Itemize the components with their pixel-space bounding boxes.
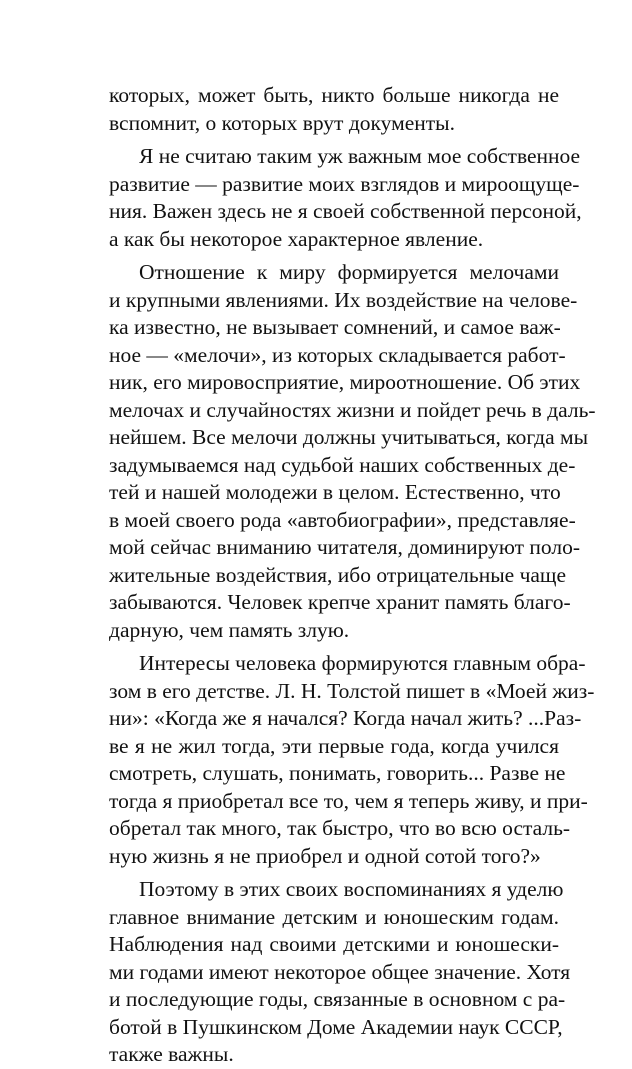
text-line: Я не считаю таким уж важным мое собственное [139, 144, 581, 168]
paragraph-4 [109, 650, 595, 870]
text-line: обретал так много, так быстро, что во всю осталь- [109, 816, 571, 840]
text-line: вспомнит, о которых врут документы. [109, 110, 455, 135]
text-line: в моей своего рода «автобиографии», представляе- [109, 507, 576, 532]
paragraph-2 [109, 143, 582, 253]
text-line: нейшем. Все мелочи должны учитываться, когда мы [109, 425, 589, 449]
text-line: тей и нашей молодежи в целом. Естественно, что [109, 480, 561, 504]
text-line: ботой в Пушкинском Доме Академии наук СССР, [109, 1014, 563, 1039]
text-line: мой сейчас вниманию читателя, доминируют поло- [109, 535, 581, 559]
text-line: Интересы человека формируются главным обра- [139, 651, 586, 675]
text-line: Наблюдения над своими детскими и юношески- [109, 932, 559, 956]
text-line: а как бы некоторое характерное явление. [109, 226, 484, 251]
text-line: смотреть, слушать, понимать, говорить... Разве не [109, 761, 566, 785]
text-line: ни»: «Когда же я начался? Когда начал жить? ...Раз- [109, 706, 582, 730]
paragraph-1 [109, 82, 559, 137]
text-line: забываются. Человек крепче хранит память благо- [109, 590, 571, 614]
text-line: развитие — развитие моих взглядов и мироощуще- [109, 171, 580, 196]
text-line: дарную, чем память злую. [109, 617, 350, 642]
text-line: Поэтому в этих своих воспоминаниях я уделю [139, 877, 564, 901]
text-line: зом в его детстве. Л. Н. Толстой пишет в «Моей жиз- [109, 678, 595, 703]
text-line: жительные воздействия, ибо отрицательные чаще [109, 562, 567, 587]
text-line: и последующие годы, связанные в основном с ра- [109, 987, 566, 1011]
text-line: тогда я приобретал все то, чем я теперь живу, и при- [109, 788, 588, 813]
paragraph-3 [109, 259, 596, 644]
text-line: ник, его мировосприятие, мироотношение. Об этих [109, 370, 581, 394]
text-line: и крупными явлениями. Их воздействие на челове- [109, 287, 578, 312]
text-line: ную жизнь я не приобрел и одной сотой того?» [109, 843, 541, 868]
text-line: ве я не жил тогда, эти первые года, когда учился [109, 733, 559, 758]
text-line: ми годами имеют некоторое общее значение. Хотя [109, 959, 571, 984]
text-line: также важны. [109, 1042, 234, 1066]
text-line: задумываемся над судьбой наших собственных де- [109, 452, 576, 477]
text-line: главное внимание детским и юношеским годам. [109, 904, 559, 929]
text-line: Отношение к миру формируется мелочами [139, 260, 559, 284]
text-line: ния. Важен здесь не я своей собственной персоной, [109, 199, 582, 223]
text-line: которых, может быть, никто больше никогда не [109, 83, 559, 107]
text-line: ка известно, не вызывает сомнений, и самое важ- [109, 315, 561, 339]
text-line: мелочах и случайностях жизни и пойдет речь в даль- [109, 397, 596, 422]
paragraph-5 [109, 876, 571, 1069]
text-line: ное — «мелочи», из которых складывается работ- [109, 342, 566, 367]
book-page-text [109, 82, 596, 1069]
